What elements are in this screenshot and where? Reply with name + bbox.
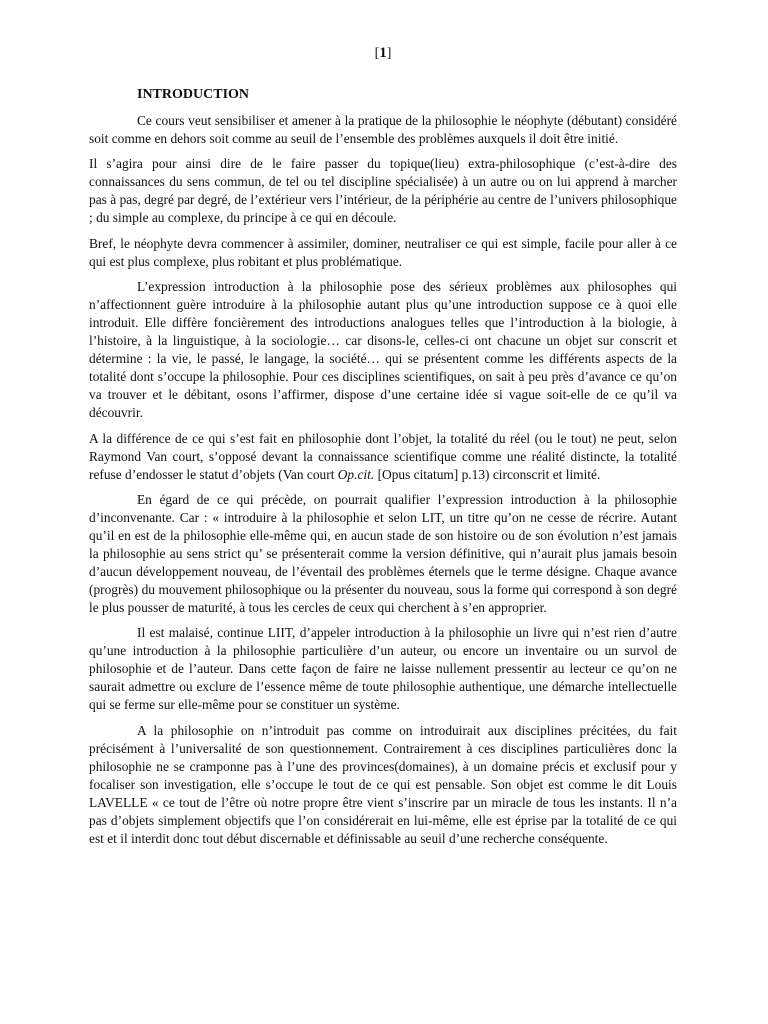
page-number bbox=[89, 44, 677, 63]
section-heading: INTRODUCTION bbox=[137, 87, 250, 102]
paragraph-6: En égard de ce qui précède, on pourrait qualifier l’expression introduction à la philosophie d’inconvenante. Car : « introduire à la philosophie et selon LIT, un titre qu’on ne cesse de récrire. Autant qu’il en est de la philosophie elle-même qui, en aucun stade de son histoire ou de son évolution n’est jamais la philosophie au sens strict qu’ se présenterait comme la version définitive, qui n’aurait plus jamais besoin d’aucun développement nouveau, de l’éventail des problèmes éternels que le terme désigne. Chaque avance (progrès) du mouvement philosophique ou la présenter du nouveau, sous la forme qui correspond à son degré le plus pousser de maturité, à tous les cercles de ceux qui cherchent à s’en approprier. bbox=[89, 491, 677, 615]
paragraph-7: Il est malaisé, continue LIIT, d’appeler introduction à la philosophie un livre qui n’est rien d’autre qu’une introduction à la philosophie particulière d’un auteur, ou encore un inventaire ou un survol de philosophie et de l’auteur. Dans cette façon de faire ne laisse nullement pressentir au lecteur ce qu’on ne saurait admettre ou exclure de l’essence même de toute philosophie authentique, une démarche intellectuelle qui se ferme sur elle-même pour se constituer un système. bbox=[89, 625, 677, 713]
paragraph-4: L’expression introduction à la philosophie pose des sérieux problèmes aux philosophes qui n’affectionnent guère introduire à la philosophie autant plus qu’une introduction suppose ce à quoi elle introduit. Elle diffère foncièrement des introductions analogues telles que l’introduction à la biologie, à l’histoire, à la linguistique, à la sociologie… car disons-le, celles-ci ont chacune un objet sur conscrit et détermine : la vie, le passé, le langage, la société… qui se présentent comme les différents aspects de la totalité dont s’occupe la philosophie. Pour ces disciplines scientifiques, on sait à peu près d’avance ce qu’on va trouver et le débitant, osons l’affirmer, dispose d’une certaine idée si vague soit-elle de ce qu’il va découvrir. bbox=[89, 279, 677, 421]
paragraph-5-text-after: [Opus citatum] p.13) circonscrit et limité. bbox=[374, 466, 601, 482]
page-number-open-bracket: [ bbox=[374, 46, 380, 61]
paragraph-2: Il s’agira pour ainsi dire de le faire passer du topique(lieu) extra-philosophique (c’est-à-dire des connaissances du sens commun, de tel ou tel discipline spécialisée) à un autre ou on lui apprend à marcher pas à pas, degré par degré, de l’extérieur vers l’intérieur, de la périphérie au centre de l’univers philosophique ; du simple au complexe, du principe à ce qui en découle. bbox=[89, 156, 677, 226]
paragraph-1: Ce cours veut sensibiliser et amener à la pratique de la philosophie le néophyte (débutant) considéré soit comme en dehors soit comme au seuil de l’ensemble des problèmes auxquels il doit être initié. bbox=[89, 113, 677, 146]
paragraph-8: A la philosophie on n’introduit pas comme on introduirait aux disciplines précitées, du fait précisément à l’universalité de son questionnement. Contrairement à ces disciplines particulières donc la philosophie ne se cramponne pas à l’une des provinces(domaines), à un domaine précis et exclusif pour y focaliser son investigation, elle s’occupe le tout de ce qui est pensable. Son objet est comme le dit Louis LAVELLE « ce tout de l’être où notre propre être vient s’inscrire par un miracle de tous les instants. Il n’a pas d’objets simplement objectifs que l’on considérerait en lui-même, elle est éprise par la totalité de ce qui est et il interdit donc tout début discernable et définissable au seuil d’une recherche conséquente. bbox=[89, 722, 677, 846]
page-number-value: 1 bbox=[379, 45, 387, 61]
paragraph-5-citation: Op.cit. bbox=[337, 466, 375, 482]
paragraph-5 bbox=[89, 430, 677, 484]
paragraph-5-text-before: A la différence de ce qui s’est fait en philosophie dont l’objet, la totalité du réel (ou le tout) ne peut, selon Raymond Van court, s’opposé devant la connaissance scientifique comme une réalité distincte, la totalité refuse d’endosser le statut d’objets (Van court bbox=[89, 430, 677, 482]
body-text bbox=[89, 112, 677, 848]
document-page bbox=[89, 0, 677, 1024]
page-number-close-bracket: ] bbox=[386, 46, 392, 61]
paragraph-3: Bref, le néophyte devra commencer à assimiler, dominer, neutraliser ce qui est simple, facile pour aller à ce qui est plus complexe, plus robitant et plus problématique. bbox=[89, 235, 677, 269]
